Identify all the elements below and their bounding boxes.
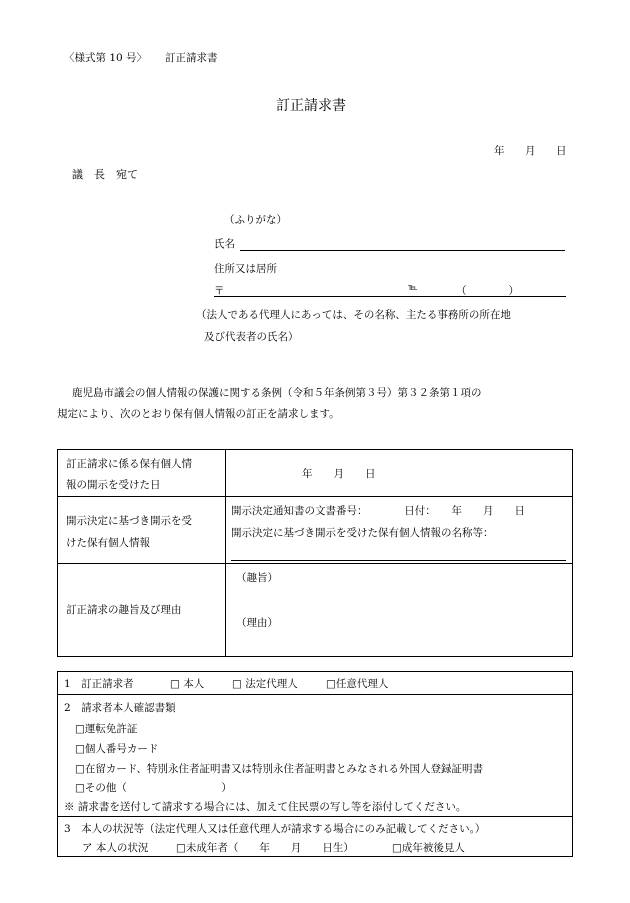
- tel-label: ℡: [408, 283, 418, 293]
- address-field[interactable]: [214, 296, 566, 297]
- corporate-note-line2: 及び代表者の氏名）: [204, 331, 299, 343]
- form-number: 〈様式第 10 号〉: [64, 52, 148, 64]
- request-details-table: [57, 449, 573, 657]
- body-text-line2: 規定により、次のとおり保有個人情報の訂正を請求します。: [57, 408, 340, 420]
- principal-status-sublabel: ア 本人の状況: [82, 842, 149, 854]
- disclosed-info-label: 開示決定に基づき開示を受 けた保有個人情報: [66, 515, 192, 549]
- requester-self-checkbox[interactable]: □ 本人: [170, 678, 205, 690]
- mail-submission-note: ※ 請求書を送付して請求する場合には、加えて住民票の写し等を添付してください。: [64, 801, 467, 813]
- requester-type-label: 1 訂正請求者: [64, 678, 134, 690]
- notice-number-field[interactable]: 開示決定通知書の文書番号： 日付： 年 月 日: [231, 505, 525, 517]
- body-text-line1: 鹿児島市議会の個人情報の保護に関する条例（令和５年条例第３号）第３２条第１項の: [72, 387, 482, 399]
- requester-info-table: [57, 671, 573, 857]
- page-title: 訂正請求書: [276, 98, 346, 114]
- drivers-license-checkbox[interactable]: □運転免許証: [75, 723, 138, 735]
- adult-ward-checkbox[interactable]: □成年被後見人: [392, 842, 465, 854]
- my-number-card-checkbox[interactable]: □個人番号カード: [75, 743, 159, 755]
- address-label: 住所又は居所: [214, 263, 277, 275]
- addressee: 議 長 宛て: [72, 168, 138, 181]
- purpose-reason-label: 訂正請求の趣旨及び理由: [66, 604, 182, 616]
- date-day: 日: [556, 145, 567, 157]
- reason-field[interactable]: （理由）: [236, 617, 278, 629]
- form-name-header: 訂正請求書: [165, 52, 218, 64]
- date-month: 月: [525, 145, 536, 157]
- postal-mark: 〒: [214, 285, 225, 297]
- disclosure-date-field[interactable]: 年 月 日: [302, 468, 376, 480]
- name-field[interactable]: [240, 250, 565, 251]
- disclosure-date-label: 訂正請求に係る保有個人情 報の開示を受けた日: [66, 458, 192, 491]
- tel-paren: （ ）: [456, 285, 519, 297]
- requester-legal-agent-checkbox[interactable]: □ 法定代理人: [232, 678, 298, 690]
- requester-voluntary-agent-checkbox[interactable]: □任意代理人: [326, 678, 389, 690]
- residence-card-checkbox[interactable]: □在留カード、特別永住者証明書又は特別永住者証明書とみなされる外国人登録証明書: [75, 763, 483, 775]
- furigana-label: （ふりがな）: [224, 214, 287, 226]
- purpose-field[interactable]: （趣旨）: [236, 572, 278, 584]
- principal-status-label: 3 本人の状況等（法定代理人又は任意代理人が請求する場合にのみ記載してください。）: [64, 823, 486, 835]
- other-document-checkbox[interactable]: □その他（ ）: [75, 782, 232, 794]
- disclosed-info-name-underline: [231, 560, 566, 561]
- id-documents-label: 2 請求者本人確認書類: [64, 702, 176, 714]
- name-label: 氏名: [214, 238, 235, 250]
- date-year: 年: [494, 145, 505, 157]
- disclosed-info-name-field[interactable]: 開示決定に基づき開示を受けた保有個人情報の名称等：: [231, 527, 494, 539]
- corporate-note-line1: （法人である代理人にあっては、その名称、主たる事務所の所在地: [196, 309, 511, 321]
- minor-checkbox[interactable]: □未成年者（ 年 月 日生）: [176, 842, 354, 854]
